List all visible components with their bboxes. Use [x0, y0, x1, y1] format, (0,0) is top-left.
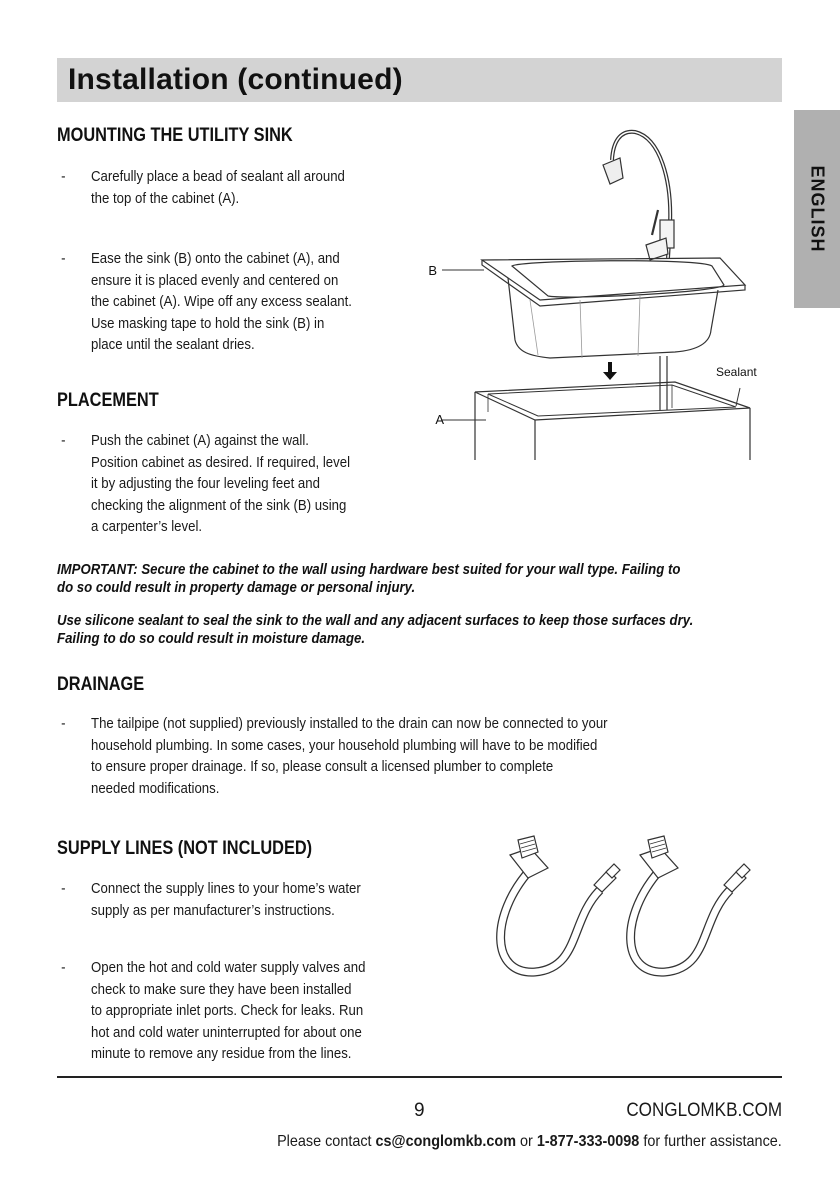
contact-prefix: Please contact	[277, 1133, 376, 1150]
step-line: Push the cabinet (A) against the wall.	[91, 432, 309, 449]
sink-bowl-opening	[512, 261, 724, 297]
step-line: the top of the cabinet (A).	[91, 189, 240, 207]
step-line: it by adjusting the four leveling feet and	[91, 475, 320, 492]
bullet-dash: -	[61, 880, 66, 897]
mounting-step-1	[61, 166, 345, 209]
supply-hose-right	[631, 836, 750, 972]
step-line: place until the sealant dries.	[91, 336, 255, 353]
step-line: Connect the supply lines to your home’s water	[91, 880, 361, 897]
heading-drainage: DRAINAGE	[57, 674, 145, 695]
heading-placement: PLACEMENT	[57, 390, 159, 411]
step-line: needed modifications.	[91, 779, 220, 797]
step-line: supply as per manufacturer’s instructions.	[91, 901, 335, 919]
label-sealant: Sealant	[716, 365, 757, 379]
sink-rim-edge	[482, 260, 745, 306]
step-line: ensure it is placed evenly and centered on	[91, 271, 339, 289]
bullet-dash: -	[61, 168, 66, 185]
language-tab-label: ENGLISH	[807, 165, 828, 253]
sink-cabinet-diagram	[420, 120, 765, 465]
step-line: check to make sure they have been installed	[91, 980, 352, 998]
step-line: to appropriate inlet ports. Check for leaks. Run	[91, 1002, 364, 1019]
language-tab[interactable]	[794, 110, 840, 308]
cabinet-sides	[475, 392, 750, 460]
step-line: to ensure proper drainage. If so, please consult a licensed plumber to complete	[91, 758, 554, 775]
email-link[interactable]: cs@conglomkb.com	[375, 1133, 517, 1150]
supply-step-1	[61, 878, 361, 921]
step-line: Ease the sink (B) onto the cabinet (A), and	[91, 250, 340, 267]
supply-hoses-illustration	[490, 830, 760, 1000]
label-a: A	[435, 412, 444, 427]
faucet-handle	[652, 210, 658, 235]
mounting-step-2	[61, 248, 352, 356]
contact-line	[277, 1133, 782, 1151]
step-line: the cabinet (A). Wipe off any excess sealant.	[91, 293, 352, 310]
step-line: checking the alignment of the sink (B) using	[91, 496, 347, 514]
contact-suffix: for further assistance.	[639, 1133, 782, 1150]
note-line: do so could result in property damage or personal injury.	[57, 579, 416, 596]
label-b: B	[428, 263, 437, 278]
important-note	[57, 561, 779, 597]
note-line: IMPORTANT: Secure the cabinet to the wall using hardware best suited for your wall type. Failing to	[57, 561, 681, 578]
down-arrow-icon	[603, 362, 617, 380]
supply-hose-left	[501, 836, 620, 972]
drainage-step-1	[61, 713, 608, 799]
silicone-note	[57, 612, 779, 648]
placement-step-1	[61, 430, 351, 538]
note-line: Use silicone sealant to seal the sink to the wall and any adjacent surfaces to keep those surfaces dry.	[57, 612, 694, 629]
phone-link[interactable]: 1-877-333-0098	[537, 1133, 640, 1150]
bullet-dash: -	[61, 715, 66, 732]
step-line: Position cabinet as desired. If required, level	[91, 453, 351, 471]
website-link[interactable]: CONGLOMKB.COM	[626, 1100, 782, 1121]
faucet-base	[646, 238, 668, 260]
step-line: household plumbing. In some cases, your household plumbing will have to be modified	[91, 736, 598, 754]
heading-supply-lines: SUPPLY LINES (NOT INCLUDED)	[57, 838, 313, 859]
faucet-sprayhead	[603, 158, 623, 184]
step-line: Carefully place a bead of sealant all around	[91, 168, 345, 185]
page-number: 9	[414, 1100, 425, 1121]
page-title: Installation (continued)	[68, 63, 403, 96]
step-line: The tailpipe (not supplied) previously installed to the drain can now be connected to your	[91, 715, 608, 732]
bullet-dash: -	[61, 432, 66, 449]
contact-or: or	[516, 1133, 538, 1150]
step-line: Open the hot and cold water supply valves and	[91, 959, 366, 976]
step-line: Use masking tape to hold the sink (B) in	[91, 314, 325, 332]
note-line: Failing to do so could result in moisture damage.	[57, 630, 366, 647]
bullet-dash: -	[61, 959, 66, 976]
bullet-dash: -	[61, 250, 66, 267]
step-line: a carpenter’s level.	[91, 518, 203, 535]
supply-step-2	[61, 957, 366, 1065]
footer-divider	[57, 1076, 782, 1078]
step-line: hot and cold water uninterrupted for about one	[91, 1023, 362, 1041]
step-line: minute to remove any residue from the lines.	[91, 1045, 352, 1062]
sink-bowl-body	[508, 278, 718, 358]
heading-mounting: MOUNTING THE UTILITY SINK	[57, 125, 293, 146]
